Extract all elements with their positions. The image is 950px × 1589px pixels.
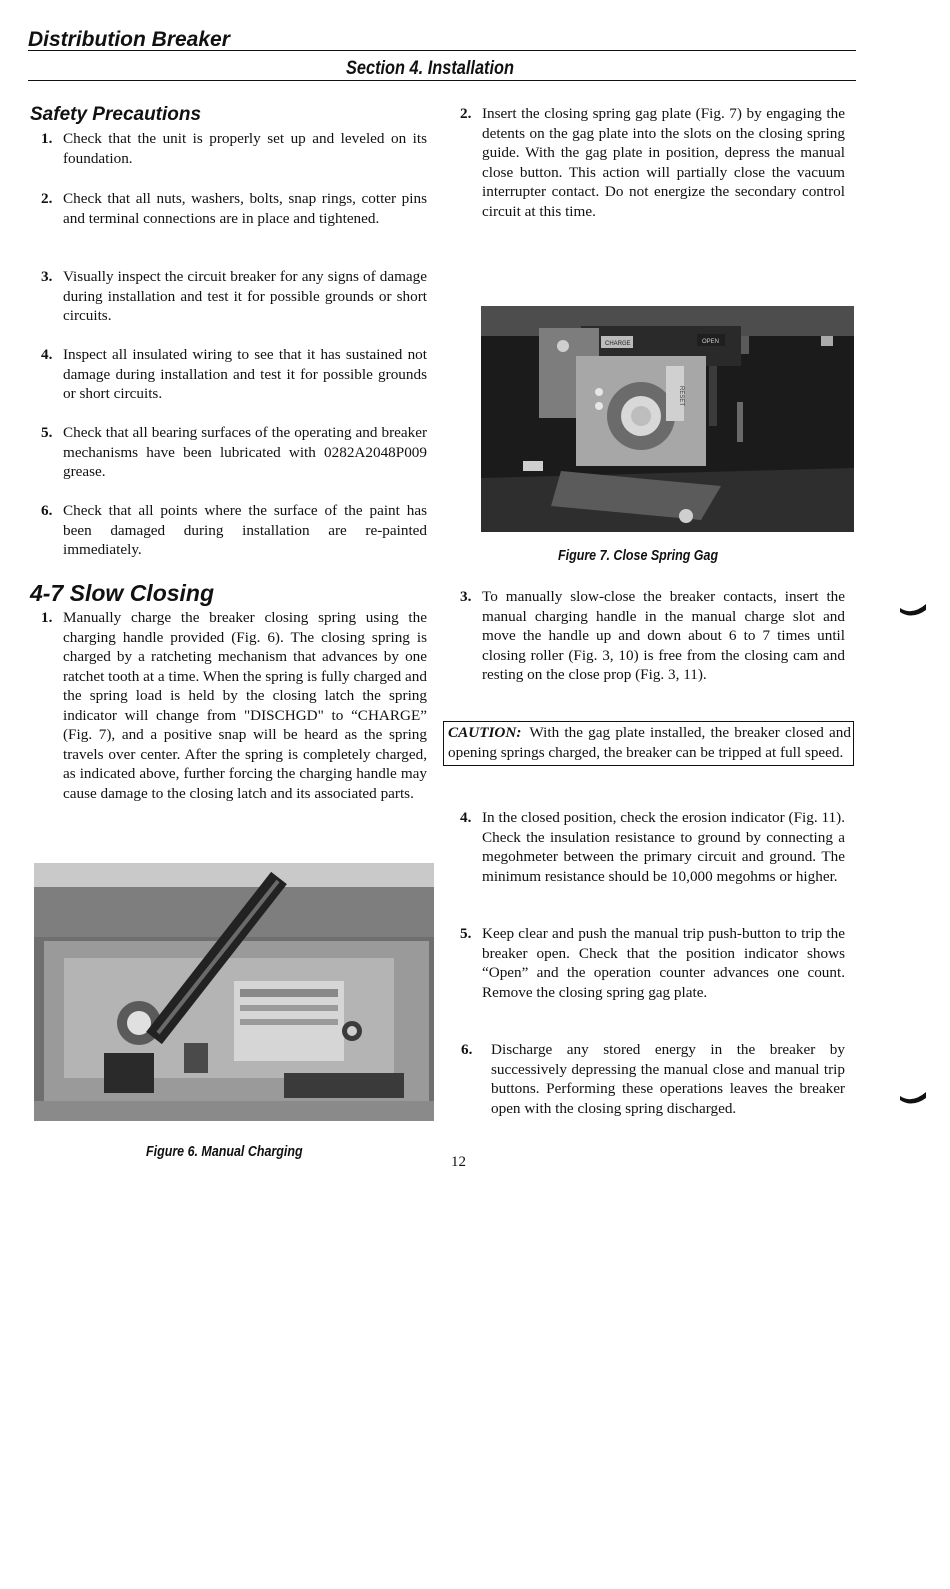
step-text: To manually slow-close the breaker contacts, insert the manual charging handle in the manual charge slot and move the handle up and down about 6 to 7 times until closing roller (Fig. 3, 10) is free from the closing cam and resting on the close prop (Fig. 3, 11). [482, 588, 845, 683]
caution-text: With the gag plate installed, the breaker closed and opening springs charged, the breaker can be tripped at full speed. [448, 724, 851, 761]
item-text: Inspect all insulated wiring to see that it has sustained not damage during installation and test it for possible grounds or short circuits. [63, 346, 427, 402]
safety-item [41, 501, 427, 560]
document-title: Distribution Breaker [28, 28, 230, 51]
close-spring-gag-image [481, 306, 854, 532]
safety-item [41, 267, 427, 326]
safety-item [41, 189, 427, 228]
item-number: 2. [41, 190, 53, 207]
step-number: 5. [460, 925, 472, 942]
header-rule-top [28, 50, 856, 51]
step-text: Insert the closing spring gag plate (Fig. 7) by engaging the detents on the gag plate into the slots on the closing spring guide. With the gag plate in position, depress the manual close button. This action will partially close the vacuum interrupter contact. Do not energize the secondary control circuit at this time. [482, 105, 845, 220]
charge-label: CHARGE [605, 341, 631, 347]
figure-7-caption: Figure 7. Close Spring Gag [558, 548, 719, 564]
reset-label: RESET [678, 386, 684, 407]
step-text: In the closed position, check the erosion indicator (Fig. 11). Check the insulation resistance to ground by connecting a megohmeter between the primary circuit and ground. The minimum resistance should be 10,000 megohms or higher. [482, 809, 845, 885]
procedure-step [460, 104, 845, 221]
safety-item [41, 345, 427, 404]
item-number: 6. [41, 502, 53, 519]
item-text: Check that all bearing surfaces of the operating and breaker mechanisms have been lubricated with 0282A2048P009 grease. [63, 424, 427, 480]
item-text: Check that the unit is properly set up and leveled on its foundation. [63, 130, 427, 167]
step-text: Manually charge the breaker closing spring using the charging handle provided (Fig. 6). The closing spring is charged by a ratcheting mechanism that advances by one ratchet tooth at a time. When the spring is fully charged and the spring load is held by the closing latch the spring indicator will change from "DISCHGD" to “CHARGE” (Fig. 7), and a positive snap will be heard as the spring travels over center. After the spring is completely charged, as indicated above, further forcing the charging handle may cause damage to the closing latch and its associated parts. [63, 609, 427, 802]
open-label: OPEN [702, 339, 720, 345]
step-number: 4. [460, 809, 472, 826]
margin-mark [898, 1088, 928, 1104]
item-number: 5. [41, 424, 53, 441]
page-number: 12 [451, 1154, 466, 1170]
header-rule-bottom [28, 80, 856, 81]
procedure-step [461, 1040, 845, 1118]
step-text: Discharge any stored energy in the breaker by successively depressing the manual close and manual trip buttons. Performing these operations leaves the breaker open with the closing spring discharged. [491, 1041, 845, 1117]
safety-item [41, 129, 427, 168]
item-text: Check that all nuts, washers, bolts, snap rings, cotter pins and terminal connections are in place and tightened. [63, 190, 427, 227]
safety-item [41, 423, 427, 482]
item-text: Visually inspect the circuit breaker for any signs of damage during installation and test it for possible grounds or short circuits. [63, 268, 427, 324]
item-number: 4. [41, 346, 53, 363]
step-number: 3. [460, 588, 472, 605]
figure-6-photo [34, 863, 434, 1121]
item-number: 3. [41, 268, 53, 285]
section-title: Section 4. Installation [346, 58, 514, 79]
step-number: 1. [41, 609, 53, 626]
procedure-step [41, 608, 427, 803]
manual-charging-image [34, 863, 434, 1121]
step-number: 6. [461, 1041, 473, 1058]
figure-6-caption: Figure 6. Manual Charging [146, 1144, 303, 1160]
margin-mark [898, 600, 928, 616]
item-text: Check that all points where the surface of the paint has been damaged during installation are re-painted immediately. [63, 502, 427, 558]
step-text: Keep clear and push the manual trip push-button to trip the breaker open. Check that the position indicator shows “Open” and the operation counter advances one count. Remove the closing spring gag plate. [482, 925, 845, 1001]
figure-7-photo [481, 306, 854, 532]
procedure-step [460, 587, 845, 685]
slow-closing-heading: 4-7 Slow Closing [30, 580, 215, 606]
procedure-step [460, 808, 845, 886]
caution-box [443, 721, 854, 766]
procedure-step [460, 924, 845, 1002]
step-number: 2. [460, 105, 472, 122]
item-number: 1. [41, 130, 53, 147]
caution-label: CAUTION: [448, 724, 522, 741]
safety-precautions-heading: Safety Precautions [30, 104, 202, 125]
